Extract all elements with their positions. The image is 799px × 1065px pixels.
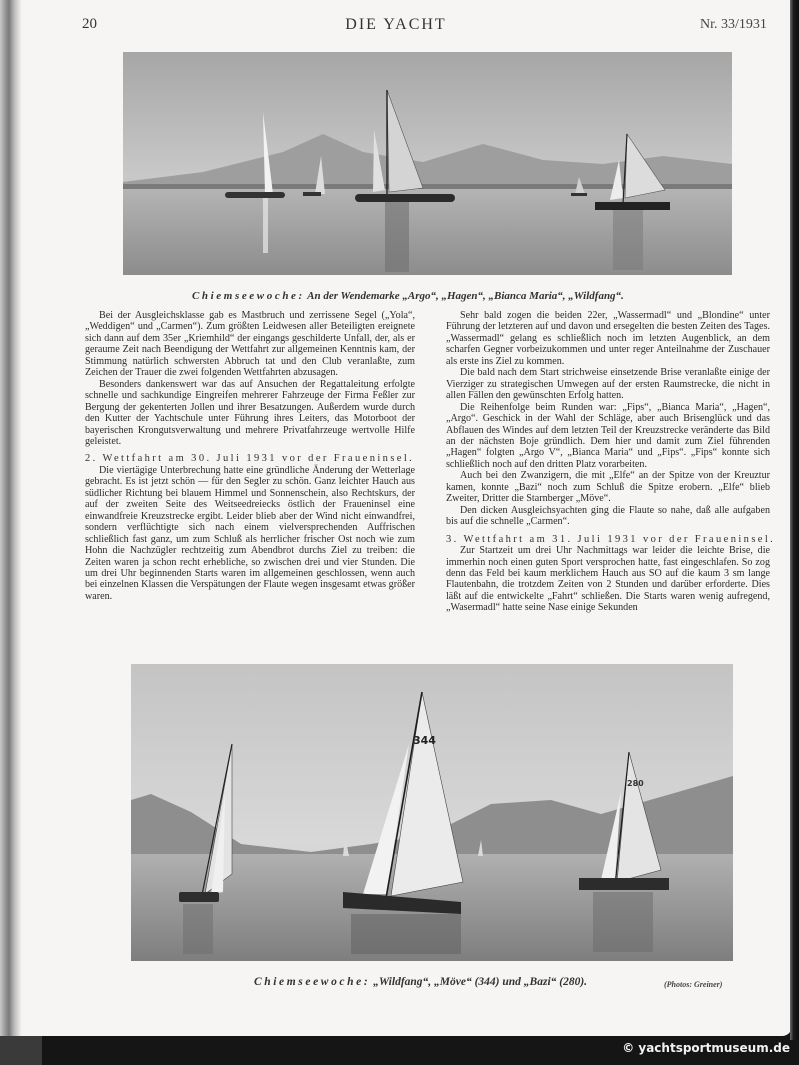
- photo-wendemarke: [123, 52, 732, 275]
- page-right-edge-shadow: [790, 0, 799, 1040]
- issue-number: Nr. 33/1931: [700, 17, 767, 32]
- paragraph: Besonders dankenswert war das auf Ansuchen der Regattaleitung erfolgte schnelle und sachkundige Eingreifen mehrerer Fahrzeuge der Firma Feßler zur Bergung der gekenterten Jollen und ihrer Besatzungen. Außerdem wurde durch den Kutter der Yachtschule unter Führung ihres Leiters, das Motorboot der bayerischen Krongutsverwaltung und mehrere Privatfahrzeuge wertvolle Hilfe geleistet.: [85, 378, 415, 447]
- sail-number-280: 280: [627, 779, 644, 788]
- paragraph: Die Reihenfolge beim Runden war: „Fips“, „Bianca Maria“, „Hagen“, „Argo“. Geschick in der Wahl der Schläge, aber auch Brisenglück und das Abflauen des Windes auf dem letzten Teil der Kreuzstrecke veränderte das Bild an der nächsten Boje gründlich. Dem hier und damit zum Ziel führenden „Hagen“ folgten „Argo V“, „Bianca Maria“ und „Fips“. „Fips“ konnte sich schließlich noch auf den dritten Platz vorarbeiten.: [446, 401, 770, 470]
- photo-caption-bottom: [254, 976, 587, 988]
- page-binding-shadow: [0, 0, 22, 1036]
- photo-wildfang-moeve-bazi: [131, 664, 733, 961]
- paragraph: Auch bei den Zwanzigern, die mit „Elfe“ an der Spitze von der Kreuztur kamen, konnte „Bazi“ noch zum Schluß die Spitze erobern. „Elfe“ blieb Zweiter, Dritter die Starnberger „Möve“.: [446, 470, 770, 505]
- paragraph: Die bald nach dem Start strichweise einsetzende Brise veranlaßte einige der Vierziger zu strategischen Umwegen auf der ersten Raumstrecke, die nicht in allen Fällen den gewünschten Erfolg hatten.: [446, 367, 770, 402]
- paragraph: Sehr bald zogen die beiden 22er, „Wassermadl“ und „Blondine“ unter Führung der letzteren auf und davon und ersegelten die besten Zeiten des Tages. „Wassermadl“ gelang es schließlich noch im letzten Augenblick, an dem scharfen Gegner vorbeizukommen und unter reger Anteilnahme der Zuschauer als erste ins Ziel zu kommen.: [446, 310, 770, 367]
- caption-text: An der Wendemarke „Argo“, „Hagen“, „Bianca Maria“, „Wildfang“.: [304, 290, 624, 302]
- running-header: [0, 16, 792, 38]
- paragraph: Zur Startzeit um drei Uhr Nachmittags war leider die leichte Brise, die immerhin noch einen guten Sport versprochen hatte, fast eingeschlafen. So zog denn das Feld bei kaum merklichem Hauch aus SO auf die kaum 3 sm lange Flautenbahn, die trotzdem Zeiten von 2 Stunden und darüber erforderte. Dies läßt auf die entwickelte „Fahrt“ schließen. Die Starts waren wenig aufregend, „Wasermadl“ hatte seine Nase einige Sekunden: [446, 545, 770, 614]
- paragraph: Den dicken Ausgleichsyachten ging die Flaute so nahe, daß alle aufgaben bis auf die schnelle „Carmen“.: [446, 504, 770, 528]
- article-column-left: [85, 310, 415, 602]
- copyright-watermark: © yachtsportmuseum.de: [622, 1041, 790, 1055]
- article-column-right: [446, 310, 776, 614]
- page-stack-edge: [0, 1036, 42, 1065]
- caption-text: „Wildfang“, „Möve“ (344) und „Bazi“ (280).: [370, 976, 588, 988]
- photo-caption-top: [192, 290, 624, 302]
- page-number: 20: [82, 16, 97, 32]
- caption-lead: Chiemseewoche:: [254, 976, 371, 988]
- journal-title: DIE YACHT: [345, 16, 447, 33]
- photo-credit: (Photos: Greiner): [664, 980, 723, 989]
- paragraph: Die viertägige Unterbrechung hatte eine gründliche Änderung der Wetterlage gebracht. Es ist jetzt schön — für den Segler zu schön. Ganz leichter Hauch aus südlicher Richtung bei blauem Himmel und Sonnenschein, also Rechtskurs, der auf der zweiten Seite des Weitseedreiecks östlich der Fraueninsel eine einwandfreie Kreuzstrecke ergibt. Leider blieb aber der Wind nicht einwandfrei, sondern verflüchtigte sich nach einem vielversprechenden Auffrischen schließlich fast ganz, um zum Schluß als herrlicher frischer Ost noch wie zum Hohn die Nachzügler rechtzeitig zum Abendbrot durchs Ziel zu treiben: die Zeiten waren ja schon recht erhebliche, so zwischen drei und vier Stunden. Die um drei Uhr beginnenden Starts waren im allgemeinen geschlossen, wenn auch bei einzelnen Klassen die Verspätungen der Flaute wegen insgesamt etwas größer waren.: [85, 464, 415, 602]
- caption-lead: Chiemseewoche:: [192, 290, 305, 302]
- section-heading-race-3: 3. Wettfahrt am 31. Juli 1931 vor der Fraueninsel.: [446, 533, 776, 545]
- section-heading-race-2: 2. Wettfahrt am 30. Juli 1931 vor der Fraueninsel.: [85, 453, 415, 465]
- paragraph: Bei der Ausgleichsklasse gab es Mastbruch und zerrissene Segel („Yola“, „Weddigen“ und „Carmen“). Zum größten Leidwesen aller Beteiligten ereignete sich dann auf dem 35er „Kriemhild“ der eingangs geschilderte Unfall, der, als er geraume Zeit nach Beendigung der Wettfahrt zur allgemeinen Kenntnis kam, der Stimmung natürlich schwersten Abbruch tat und den Club veranlaßte, zum Zeichen der Trauer die zwei folgenden Wettfahrten abzusagen.: [85, 310, 415, 379]
- sail-number-344: 344: [413, 734, 436, 747]
